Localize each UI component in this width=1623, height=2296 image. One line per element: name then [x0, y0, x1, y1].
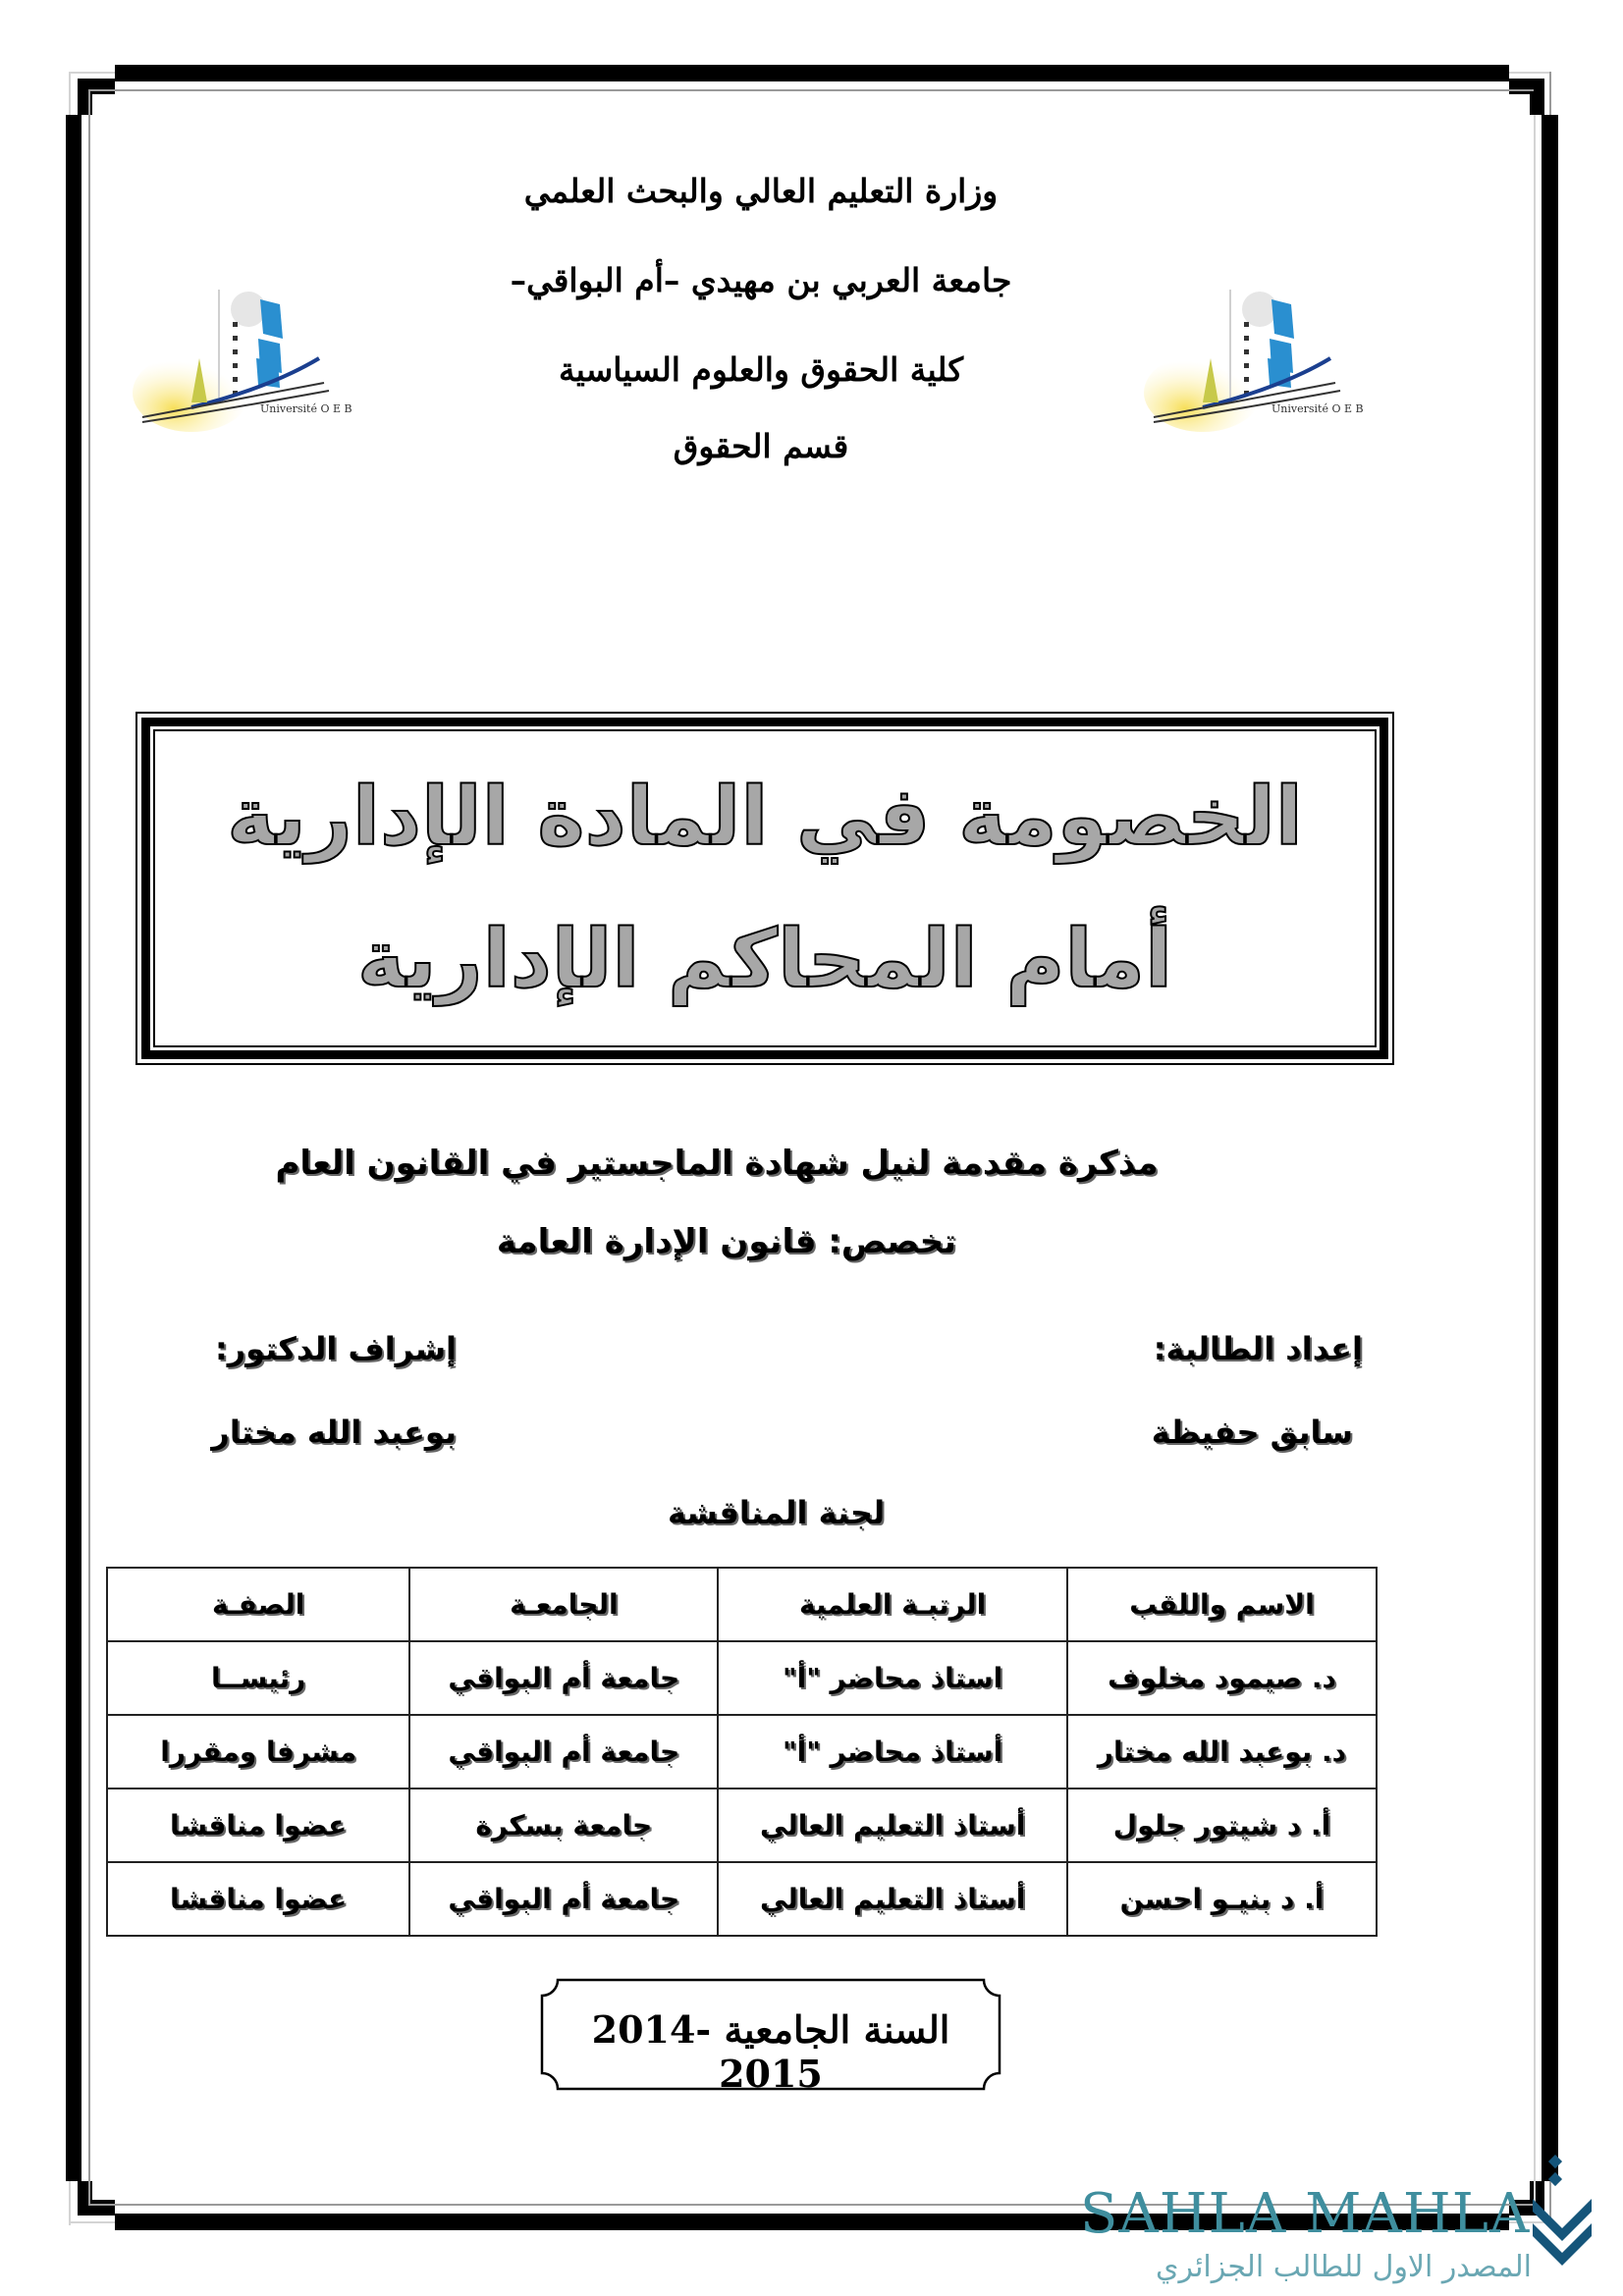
student-label: إعداد الطالبة:: [1153, 1330, 1363, 1367]
column-header-role: الصفـة: [107, 1568, 409, 1641]
member-rank: استاذ محاضر "أ": [718, 1641, 1067, 1715]
specialization: تخصص: قانون الإدارة العامة: [496, 1222, 957, 1261]
university-logo-left: [123, 265, 358, 442]
department-name: قسم الحقوق: [673, 427, 849, 465]
ministry-name: وزارة التعليم العالي والبحث العلمي: [523, 172, 999, 210]
faculty-name: كلية الحقوق والعلوم السياسية: [558, 350, 964, 389]
academic-year-label: السنة الجامعية: [724, 2007, 950, 2052]
table-header-row: [107, 1568, 1377, 1641]
member-rank: أستاذ محاضر "أ": [718, 1715, 1067, 1789]
member-university: جامعة أم البواقي: [409, 1862, 718, 1936]
member-name: د. صيمود مخلوف: [1067, 1641, 1377, 1715]
frame-bar-left: [66, 115, 81, 2181]
frame-inner-line-left: [88, 89, 90, 2206]
member-role: رئيســا: [107, 1641, 409, 1715]
svg-text:Université O E B: Université O E B: [260, 402, 352, 415]
member-name: أ. د شيتور جلول: [1067, 1789, 1377, 1862]
university-logo-icon: [1134, 265, 1370, 442]
member-university: جامعة أم البواقي: [409, 1641, 718, 1715]
member-university: جامعة بسكرة: [409, 1789, 718, 1862]
member-name: د. بوعبد الله مختار: [1067, 1715, 1377, 1789]
student-name: سابق حفيظة: [1151, 1414, 1353, 1451]
member-role: عضوا مناقشا: [107, 1789, 409, 1862]
academic-year-value: 2014-2015: [591, 2007, 823, 2096]
svg-text:Université O E B: Université O E B: [1271, 402, 1364, 415]
member-rank: أستاذ التعليم العالي: [718, 1789, 1067, 1862]
member-rank: أستاذ التعليم العالي: [718, 1862, 1067, 1936]
supervisor-label: إشراف الدكتور:: [214, 1330, 457, 1367]
committee-heading: لجنة المناقشة: [668, 1494, 886, 1531]
watermark-arabic: المصدر الاول للطالب الجزائري: [1156, 2250, 1532, 2284]
supervisor-name: بوعبد الله مختار: [211, 1414, 457, 1451]
member-university: جامعة أم البواقي: [409, 1715, 718, 1789]
academic-year-box: [540, 1978, 1001, 2096]
table-row: [107, 1715, 1377, 1789]
academic-year: [540, 2007, 1001, 2096]
degree-statement: مذكرة مقدمة لنيل شهادة الماجستير في القانون العام: [275, 1144, 1159, 1183]
member-name: أ. د بنيـو احسن: [1067, 1862, 1377, 1936]
thesis-title-line-1: الخصومة في المادة الإدارية: [227, 771, 1303, 864]
member-role: مشرفا ومقررا: [107, 1715, 409, 1789]
university-name: جامعة العربي بن مهيدي –أم البواقي–: [510, 261, 1012, 299]
table-row: [107, 1789, 1377, 1862]
watermark-latin: SAHLA MAHLA: [1080, 2182, 1531, 2246]
committee-table: [106, 1567, 1378, 1937]
frame-inner-line-right: [1534, 115, 1536, 2206]
table-row: [107, 1641, 1377, 1715]
column-header-rank: الرتبـة العلمية: [718, 1568, 1067, 1641]
column-header-name: الاسم واللقب: [1067, 1568, 1377, 1641]
table-row: [107, 1862, 1377, 1936]
university-logo-right: [1134, 265, 1370, 442]
frame-inner-line-top: [88, 89, 1534, 91]
member-role: عضوا مناقشا: [107, 1862, 409, 1936]
column-header-university: الجامعـة: [409, 1568, 718, 1641]
sahla-mahla-logo-icon: [1527, 2155, 1597, 2272]
frame-corner-tr-b: [1530, 79, 1544, 115]
frame-bar-right: [1542, 115, 1558, 2181]
thesis-title-line-2: أمام المحاكم الإدارية: [356, 913, 1173, 1006]
frame-bar-top: [115, 65, 1509, 81]
thesis-title-box: [135, 712, 1394, 1065]
university-logo-icon: [123, 265, 358, 442]
